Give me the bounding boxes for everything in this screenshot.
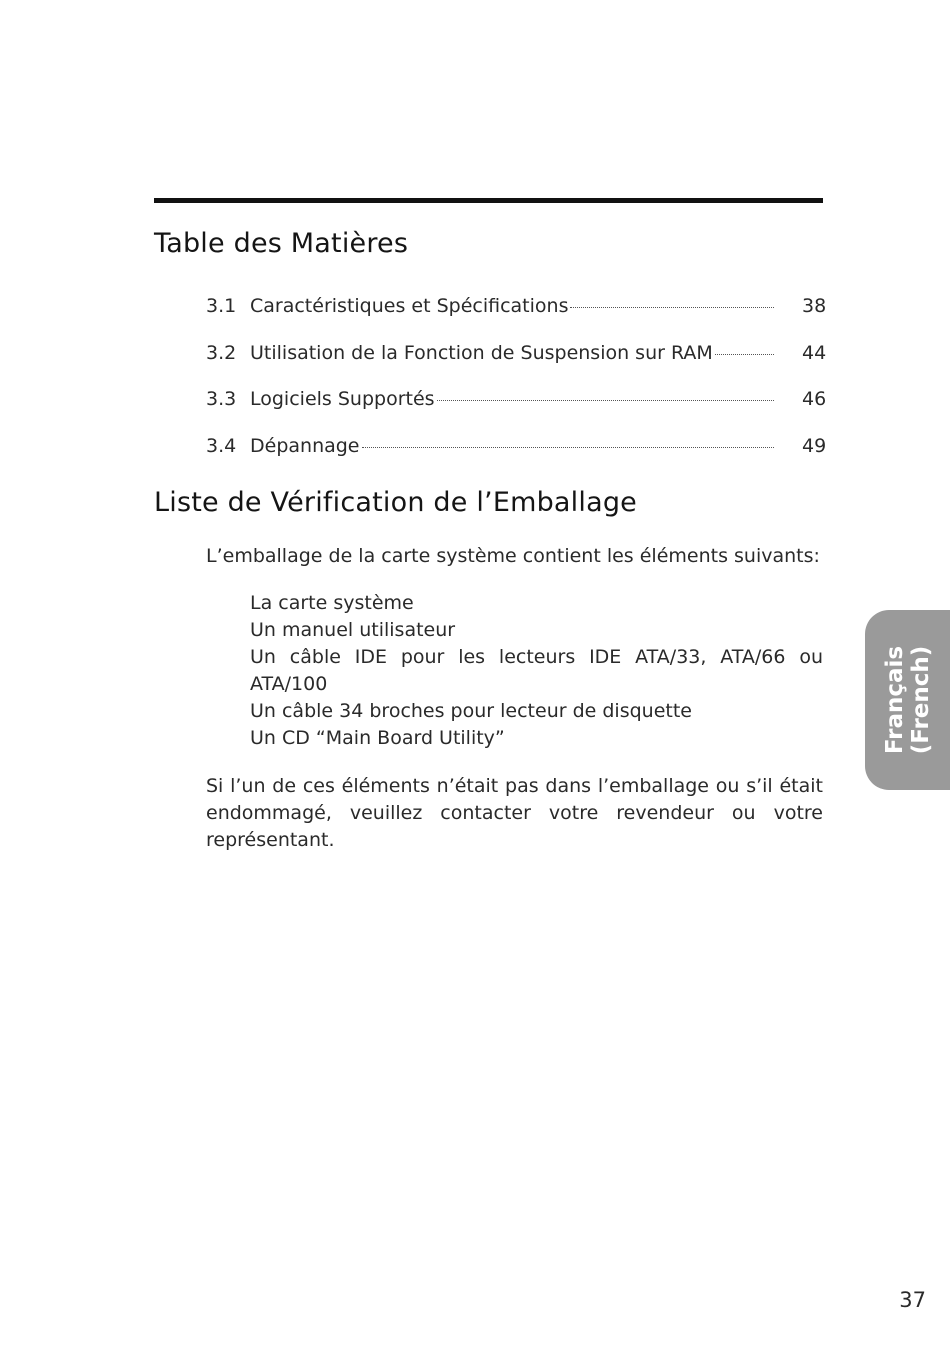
toc-entry-title: Utilisation de la Fonction de Suspension sur RAM <box>250 341 713 364</box>
list-item: La carte système <box>250 592 414 614</box>
toc-entry-number: 3.2 <box>206 341 237 364</box>
toc-heading: Table des Matières <box>154 228 409 259</box>
toc-entry[interactable] <box>206 388 826 435</box>
packing-note: Si l’un de ces éléments n’était pas dans l’emballage ou s’il était endommagé, veuillez contacter votre revendeur ou votre représentant. <box>206 775 823 851</box>
language-tab-label <box>882 646 934 755</box>
toc-entry[interactable] <box>206 295 826 342</box>
list-item: Un CD “Main Board Utility” <box>250 727 505 749</box>
toc-entry-title: Caractéristiques et Spécifications <box>250 295 569 317</box>
toc-leader-dots <box>715 354 774 355</box>
packing-items-list <box>250 590 823 752</box>
language-section-tab <box>865 610 950 790</box>
top-rule <box>154 198 823 203</box>
toc-entry-page: 44 <box>802 341 827 364</box>
toc-entry-page: 46 <box>802 388 827 410</box>
toc-leader-dots <box>437 400 774 401</box>
toc-entry-page: 49 <box>802 434 827 457</box>
toc-entry[interactable] <box>206 342 826 389</box>
toc-leader-dots <box>570 307 774 308</box>
toc-entry-title: Logiciels Supportés <box>250 388 435 410</box>
language-tab-line2: (French) <box>907 645 934 755</box>
list-item: Un manuel utilisateur <box>250 619 456 641</box>
toc-entry-number: 3.4 <box>206 434 237 457</box>
toc-entry-title: Dépannage <box>250 434 360 457</box>
toc-leader-dots <box>362 447 774 448</box>
toc-entry[interactable] <box>206 435 826 482</box>
list-item: Un câble 34 broches pour lecteur de disquette <box>250 700 692 722</box>
language-tab-line1: Français <box>881 645 908 755</box>
toc-entry-number: 3.1 <box>206 295 237 317</box>
page-number: 37 <box>899 1288 926 1312</box>
toc-entry-number: 3.3 <box>206 388 237 410</box>
list-item: Un câble IDE pour les lecteurs IDE ATA/33, ATA/66 ou ATA/100 <box>250 646 823 695</box>
packing-intro: L’emballage de la carte système contient les éléments suivants: <box>206 545 820 567</box>
toc-entry-page: 38 <box>802 295 827 317</box>
packing-heading: Liste de Vérification de l’Emballage <box>154 487 637 518</box>
table-of-contents <box>206 295 826 481</box>
